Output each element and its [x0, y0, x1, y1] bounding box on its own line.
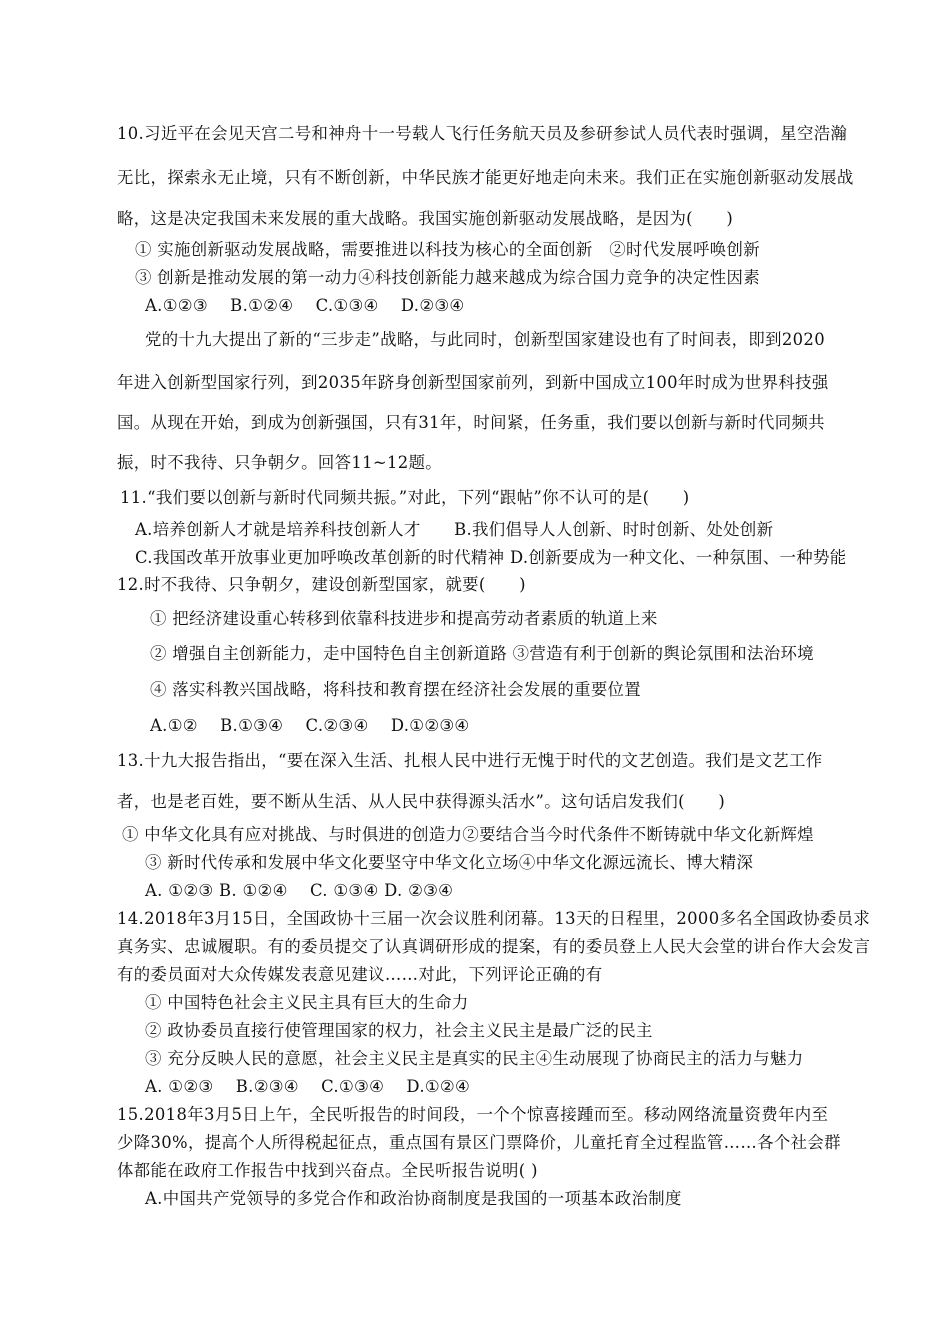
q14-option-line1: ① 中国特色社会主义民主具有巨大的生命力 — [145, 993, 469, 1012]
q13-option-line2: ③ 新时代传承和发展中华文化要坚守中华文化立场④中华文化源远流长、博大精深 — [145, 853, 754, 872]
q13-choices: A. ①②③ B. ①②④ C. ①③④ D. ②③④ — [145, 881, 454, 900]
q12-option-line1: ① 把经济建设重心转移到依靠科技进步和提高劳动者素质的轨道上来 — [150, 609, 658, 628]
passage-line2: 年进入创新型国家行列，到2035年跻身创新型国家前列，到新中国成立100年时成为世界科技强 — [117, 373, 829, 392]
q13-option-line1: ① 中华文化具有应对挑战、与时俱进的创造力②要结合当今时代条件不断铸就中华文化新辉煌 — [122, 825, 814, 844]
q15-stem-line2: 少降30%，提高个人所得税起征点，重点国有景区门票降价，儿童托育全过程监管……各个社会群 — [117, 1133, 841, 1152]
q14-choices: A. ①②③ B.②③④ C.①③④ D.①②④ — [145, 1077, 471, 1096]
q13-stem-line1: 13.十九大报告指出，“要在深入生活、扎根人民中进行无愧于时代的文艺创造。我们是文艺工作 — [117, 751, 823, 770]
q14-option-line3: ③ 充分反映人民的意愿，社会主义民主是真实的民主④生动展现了协商民主的活力与魅力 — [145, 1049, 804, 1068]
q14-stem-line3: 有的委员面对大众传媒发表意见建议……对此，下列评论正确的有 — [117, 965, 603, 984]
q15-stem-line1: 15.2018年3月5日上午，全民听报告的时间段，一个个惊喜接踵而至。移动网络流量资费年内至 — [117, 1105, 829, 1124]
q10-option-line1: ① 实施创新驱动发展战略，需要推进以科技为核心的全面创新 ②时代发展呼唤创新 — [135, 240, 760, 259]
q15-stem-line3: 体都能在政府工作报告中找到兴奋点。全民听报告说明( ) — [117, 1161, 538, 1180]
q13-stem-line2: 者，也是老百姓，要不断从生活、从人民中获得源头活水”。这句话启发我们( ) — [117, 792, 726, 811]
q14-stem-line1: 14.2018年3月15日，全国政协十三届一次会议胜利闭幕。13天的日程里，2000多名全国政协委员求 — [117, 909, 871, 928]
passage-line1: 党的十九大提出了新的“三步走”战略，与此同时，创新型国家建设也有了时间表，即到2020 — [145, 330, 825, 349]
q14-option-line2: ② 政协委员直接行使管理国家的权力，社会主义民主是最广泛的民主 — [145, 1021, 653, 1040]
q11-options-cd: C.我国改革开放事业更加呼唤改革创新的时代精神 D.创新要成为一种文化、一种氛围、一种势能 — [135, 548, 847, 567]
q12-stem: 12.时不我待、只争朝夕，建设创新型国家，就要( ) — [117, 575, 526, 594]
q11-options-ab: A.培养创新人才就是培养科技创新人才 B.我们倡导人人创新、时时创新、处处创新 — [135, 520, 774, 539]
q11-stem: 11.“我们要以创新与新时代同频共振。”对此，下列“跟帖”你不认可的是( ) — [120, 488, 690, 507]
q10-choices: A.①②③ B.①②④ C.①③④ D.②③④ — [145, 296, 465, 315]
q14-stem-line2: 真务实、忠诚履职。有的委员提交了认真调研形成的提案，有的委员登上人民大会堂的讲台作大会发言 — [117, 937, 871, 956]
passage-line4: 振，时不我待、只争朝夕。回答11~12题。 — [117, 453, 443, 472]
q12-choices: A.①② B.①③④ C.②③④ D.①②③④ — [150, 716, 470, 735]
q15-option-a: A.中国共产党领导的多党合作和政治协商制度是我国的一项基本政治制度 — [145, 1189, 682, 1208]
q12-option-line3: ④ 落实科教兴国战略，将科技和教育摆在经济社会发展的重要位置 — [150, 680, 642, 699]
q10-option-line2: ③ 创新是推动发展的第一动力④科技创新能力越来越成为综合国力竞争的决定性因素 — [135, 268, 760, 287]
q10-stem-line3: 略，这是决定我国未来发展的重大战略。我国实施创新驱动发展战略，是因为( ) — [117, 209, 734, 228]
passage-line3: 国。从现在开始，到成为创新强国，只有31年，时间紧，任务重，我们要以创新与新时代同频共 — [117, 413, 825, 432]
q12-option-line2: ② 增强自主创新能力，走中国特色自主创新道路 ③营造有利于创新的舆论氛围和法治环境 — [150, 644, 815, 663]
q10-stem-line2: 无比，探索永无止境，只有不断创新，中华民族才能更好地走向未来。我们正在实施创新驱动发展战 — [117, 168, 854, 187]
q10-stem-line1: 10.习近平在会见天宫二号和神舟十一号载人飞行任务航天员及参研参试人员代表时强调，星空浩瀚 — [117, 124, 848, 143]
